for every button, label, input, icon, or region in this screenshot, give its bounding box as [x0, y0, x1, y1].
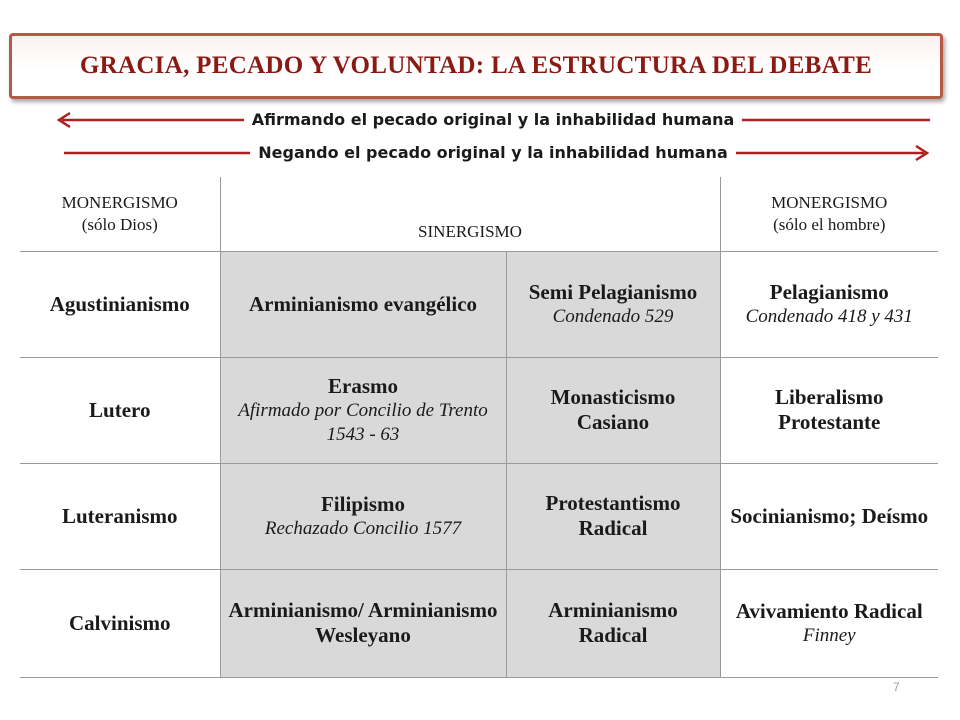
header-monergismo-hombre [720, 177, 938, 251]
table-cell: Arminianismo Radical [506, 569, 720, 677]
table-cell: Arminianismo/ Arminianismo Wesleyano [220, 569, 506, 677]
row-label: Agustinianismo [20, 251, 220, 357]
header-sinergismo [220, 177, 720, 251]
table-cell: Semi Pelagianismo Condenado 529 [506, 251, 720, 357]
title-banner [9, 33, 943, 99]
table-cell: Protestantismo Radical [506, 463, 720, 569]
table-row [20, 357, 938, 463]
page-title: GRACIA, PECADO Y VOLUNTAD: LA ESTRUCTURA DEL DEBATE [79, 52, 873, 79]
table-cell: Monasticismo Casiano [506, 357, 720, 463]
page-number: 7 [893, 680, 900, 694]
right-arrow-row [56, 143, 930, 163]
row-label: Luteranismo [20, 463, 220, 569]
header-monergismo-dios [20, 177, 220, 251]
table-cell: Avivamiento Radical Finney [720, 569, 938, 677]
left-arrow-row [56, 110, 930, 130]
debate-table [20, 177, 938, 678]
table-row [20, 463, 938, 569]
row-label: Lutero [20, 357, 220, 463]
header-col1-subtitle: (sólo Dios) [81, 214, 158, 234]
table-cell: Liberalismo Protestante [720, 357, 938, 463]
table-cell: Erasmo Afirmado por Concilio de Trento 1543 - 63 [220, 357, 506, 463]
header-col1-title: MONERGISMO [61, 192, 178, 212]
table-cell: Pelagianismo Condenado 418 y 431 [720, 251, 938, 357]
right-arrow-label: Negando el pecado original y la inhabilidad humana [250, 143, 735, 162]
row-label: Calvinismo [20, 569, 220, 677]
table-cell: Filipismo Rechazado Concilio 1577 [220, 463, 506, 569]
header-col4-title: MONERGISMO [771, 192, 888, 212]
table-cell: Arminianismo evangélico [220, 251, 506, 357]
header-row [20, 177, 938, 251]
table-row [20, 251, 938, 357]
header-col4-subtitle: (sólo el hombre) [773, 214, 886, 234]
left-arrow-label: Afirmando el pecado original y la inhabilidad humana [244, 110, 743, 129]
header-middle-title: SINERGISMO [418, 221, 522, 241]
table-row [20, 569, 938, 677]
table-cell: Socinianismo; Deísmo [720, 463, 938, 569]
